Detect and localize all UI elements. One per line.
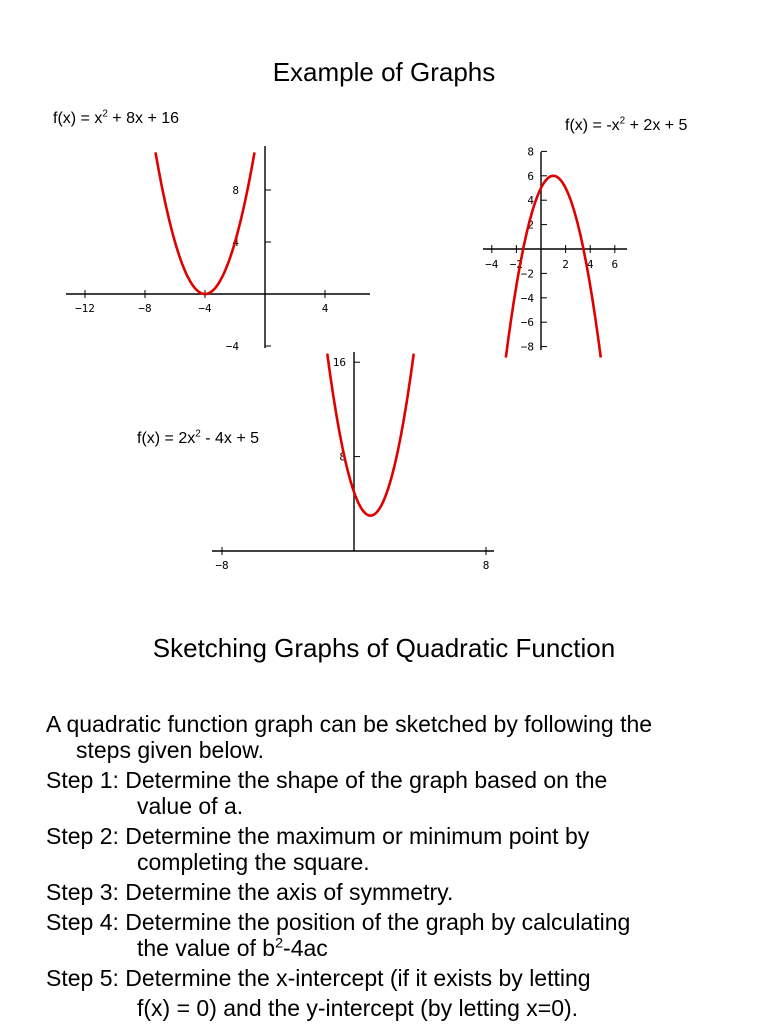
graph2-x-tick-label: 4: [586, 258, 594, 271]
graph1-label-post: + 8x + 16: [107, 110, 180, 127]
step-5-line-1: Step 5: Determine the x-intercept (if it exists by letting: [46, 965, 591, 991]
step-5: [46, 965, 746, 1021]
graph2-label-pre: f(x) = -x: [565, 117, 620, 134]
step-3: [46, 879, 746, 905]
graph2-y-tick-label: −4: [520, 291, 534, 305]
graph1-x-tick-label: −8: [138, 302, 152, 315]
step-4-line-2: [46, 935, 746, 961]
graph3-label-exponent: 2: [195, 428, 201, 440]
intro-line-1: A quadratic function graph can be sketched by following the: [46, 711, 653, 737]
graph2-label-exponent: 2: [619, 115, 626, 127]
step-1-line-2: value of a.: [137, 793, 244, 819]
graph1-x-tick-label: 4: [321, 302, 329, 315]
step-5-line-2: f(x) = 0) and the y-intercept (by letting x=0).: [137, 995, 579, 1021]
step-1: [46, 767, 746, 819]
page-title: Example of Graphs: [272, 57, 496, 87]
graph3-x-tick-label: 8: [482, 559, 490, 572]
graph3-label-post: - 4x + 5: [200, 430, 259, 447]
step-2-line-2: completing the square.: [137, 849, 370, 875]
graph2-y-tick-label: 8: [527, 145, 534, 159]
graph2-y-tick-label: −8: [520, 340, 534, 354]
graph3-y-tick-label: 16: [332, 356, 346, 370]
graph1-y-tick-label: 8: [232, 184, 239, 197]
graph2-y-tick-label: 2: [527, 218, 534, 232]
graph1-y-tick-label: 4: [232, 236, 239, 249]
graph2-x-tick-label: 2: [562, 258, 569, 271]
intro-line-2: steps given below.: [76, 737, 264, 763]
graph1-x-tick-label: −12: [75, 302, 95, 315]
step-4-line-2-post: -4ac: [283, 935, 328, 961]
step-4: [46, 909, 746, 961]
section-title: Sketching Graphs of Quadratic Function: [152, 633, 616, 663]
intro-paragraph: [46, 711, 746, 763]
graph2-y-tick-label: −2: [520, 267, 534, 281]
graph3-y-tick-label: 8: [339, 450, 346, 464]
graph1-label-pre: f(x) = x: [53, 110, 103, 127]
graph2-y-tick-label: −6: [520, 316, 534, 330]
graph1-y-tick-label: −4: [225, 340, 239, 353]
graph2-x-tick-label: 6: [611, 258, 619, 271]
graph2-y-tick-label: 4: [527, 194, 534, 208]
graph2-label-post: + 2x + 5: [625, 117, 688, 134]
graph2-y-tick-label: 6: [527, 169, 534, 183]
graph3-label-pre: f(x) = 2x: [137, 430, 196, 447]
graph2-x-tick-label: −2: [509, 258, 524, 271]
step-3-line-1: Step 3: Determine the axis of symmetry.: [46, 879, 454, 905]
graph1-x-tick-label: −4: [198, 302, 212, 315]
step-4-line-1: Step 4: Determine the position of the graph by calculating: [46, 909, 631, 935]
graph3-parabola-curve: [327, 354, 413, 516]
steps-list: [46, 711, 746, 1025]
graph1-label-exponent: 2: [102, 108, 108, 120]
step-4-line-2-pre: the value of b: [137, 935, 276, 961]
step-4-line-2-exponent: 2: [275, 935, 284, 952]
step-1-line-1: Step 1: Determine the shape of the graph based on the: [46, 767, 608, 793]
step-2-line-1: Step 2: Determine the maximum or minimum point by: [46, 823, 590, 849]
graph3-x-tick-label: −8: [215, 559, 229, 572]
graph2-x-tick-label: −4: [485, 258, 499, 271]
step-2: [46, 823, 746, 875]
